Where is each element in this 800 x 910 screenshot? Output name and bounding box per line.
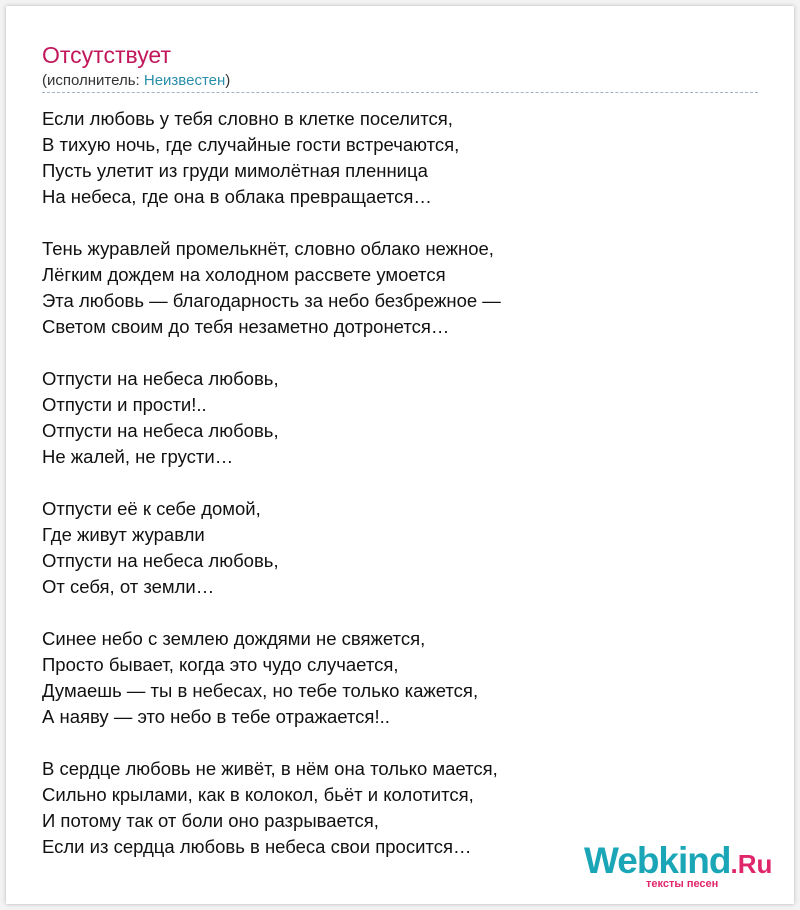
lyric-line: Если любовь у тебя словно в клетке поселится, (42, 108, 453, 129)
lyric-line: Пусть улетит из груди мимолётная пленница (42, 160, 428, 181)
lyric-line: От себя, от земли… (42, 576, 215, 597)
stanza-gap (42, 210, 501, 236)
logo-name: Webkind (584, 840, 731, 881)
logo-tagline: тексты песен (646, 878, 719, 890)
lyric-line: Светом своим до тебя незаметно дотронется… (42, 316, 450, 337)
lyric-line: Не жалей, не грусти… (42, 446, 234, 467)
lyric-line: В сердце любовь не живёт, в нём она только мается, (42, 758, 498, 779)
lyric-line: Синее небо с землею дождями не свяжется, (42, 628, 426, 649)
lyric-line: Отпусти её к себе домой, (42, 498, 261, 519)
song-card (6, 6, 794, 904)
lyric-line: Тень журавлей промелькнёт, словно облако нежное, (42, 238, 494, 259)
stanza-gap (42, 340, 501, 366)
lyric-line: А наяву — это небо в тебе отражается!.. (42, 706, 390, 727)
meta-suffix: ) (225, 72, 231, 89)
song-meta (42, 73, 230, 88)
lyric-line: Сильно крылами, как в колокол, бьёт и колотится, (42, 784, 474, 805)
lyric-line: Отпусти на небеса любовь, (42, 368, 279, 389)
lyric-line: Отпусти и прости!.. (42, 394, 207, 415)
song-title: Отсутствует (42, 42, 171, 68)
logo-wordmark (584, 842, 772, 879)
lyric-line: Где живут журавли (42, 524, 205, 545)
divider (42, 92, 758, 93)
lyrics (42, 106, 501, 860)
webkind-logo[interactable] (584, 842, 784, 902)
lyric-line: Отпусти на небеса любовь, (42, 550, 279, 571)
lyric-line: Отпусти на небеса любовь, (42, 420, 279, 441)
lyric-line: Думаешь — ты в небесах, но тебе только кажется, (42, 680, 479, 701)
stanza-gap (42, 730, 501, 756)
lyric-line: На небеса, где она в облака превращается… (42, 186, 432, 207)
logo-tld: .Ru (730, 849, 773, 879)
stanza-gap (42, 470, 501, 496)
lyric-line: И потому так от боли оно разрывается, (42, 810, 379, 831)
meta-prefix: (исполнитель: (42, 72, 144, 89)
lyric-line: В тихую ночь, где случайные гости встречаются, (42, 134, 460, 155)
stanza-gap (42, 600, 501, 626)
lyric-line: Просто бывает, когда это чудо случается, (42, 654, 399, 675)
lyric-line: Лёгким дождем на холодном рассвете умоется (42, 264, 446, 285)
lyric-line: Если из сердца любовь в небеса свои просится… (42, 836, 472, 857)
artist-link[interactable]: Неизвестен (143, 72, 226, 89)
lyric-line: Эта любовь — благодарность за небо безбрежное — (42, 290, 501, 311)
